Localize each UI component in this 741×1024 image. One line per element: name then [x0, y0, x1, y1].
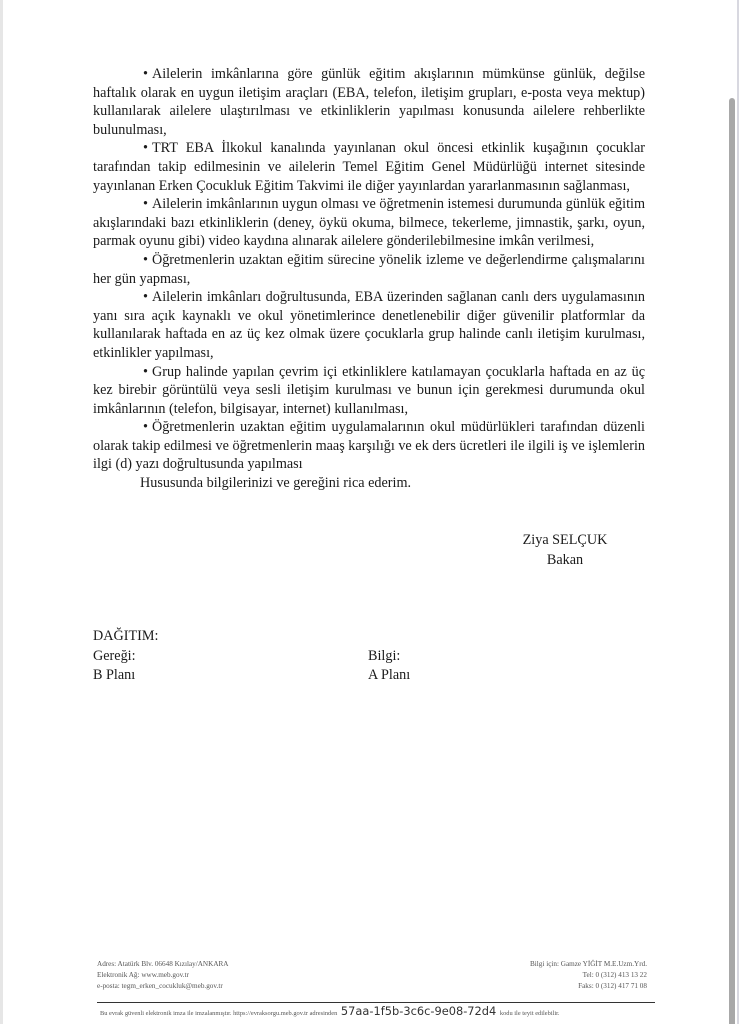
- footer-fax: Faks: 0 (312) 417 71 08: [578, 981, 647, 990]
- distribution-action-label: Gereği:: [93, 647, 136, 664]
- verification-code: 57aa-1f5b-3c6c-9e08-72d4: [340, 1004, 497, 1018]
- bullet-icon: •: [143, 363, 148, 380]
- bullet-paragraph-4: • Öğretmenlerin uzaktan eğitim sürecine yönelik izleme ve değerlendirme çalışmalarını her gün yapması,: [93, 251, 645, 287]
- bullet-icon: •: [143, 251, 148, 268]
- distribution-info-label: Bilgi:: [368, 647, 401, 664]
- footer-phone: Tel: 0 (312) 413 13 22: [582, 970, 647, 979]
- bullet-paragraph-5: • Ailelerin imkânları doğrultusunda, EBA üzerinden sağlanan canlı ders uygulamasının yanı sıra açık kaynaklı ve okul yönetimlerince denetlenebilir diğer güvenilir platformlar da kullanılarak haftada en az üç kez olmak üzere çocuklarla grup halinde canlı iletişim kurulması, etkinlikler yapılması,: [93, 289, 645, 361]
- bullet-paragraph-7: • Öğretmenlerin uzaktan eğitim uygulamalarının okul müdürlükleri tarafından düzenli olarak takip edilmesi ve öğretmenlerin maaş karşılığı ve ek ders ücretleri ile ilgili iş ve işlemlerin ilgi (d) yazı doğrultusunda yapılması: [93, 419, 645, 473]
- signatory-title: Bakan: [546, 552, 584, 568]
- footer-contact-block: [427, 959, 647, 991]
- bullet-icon: •: [143, 289, 148, 306]
- signature-block: [510, 530, 620, 570]
- bullet-paragraph-3: • Ailelerin imkânlarının uygun olması ve öğretmenin istemesi durumunda günlük eğitim akışlarındaki bazı etkinliklerin (deney, öykü okuma, bilmece, tekerleme, jimnastik, şarkı, oyun, parmak oyunu gibi) video kaydına alınarak ailelere gönderilebilmesine imkân verilmesi,: [93, 196, 645, 250]
- distribution-block: [93, 627, 411, 686]
- verification-suffix: kodu ile teyit edilebilir.: [499, 1010, 560, 1017]
- signatory-name: Ziya SELÇUK: [522, 532, 608, 548]
- distribution-heading: DAĞITIM:: [93, 628, 159, 644]
- bullet-icon: •: [143, 196, 148, 213]
- bullet-paragraph-2: • TRT EBA İlkokul kanalında yayınlanan okul öncesi etkinlik kuşağının çocuklar tarafından takip edilmesinin ve ailelerin Temel Eğitim Genel Müdürlüğü internet sitesinde yayınlanan Erken Çocukluk Eğitim Takvimi ile diğer yayınlardan yararlanmasının sağlanması,: [93, 140, 645, 194]
- verification-prefix: Bu evrak güvenli elektronik imza ile imzalanmıştır. https://evraksorgu.meb.gov.tr adresinden: [100, 1010, 338, 1017]
- footer-email: e-posta: tegm_erken_cocukluk@meb.gov.tr: [97, 981, 223, 990]
- distribution-info-column: [368, 647, 488, 686]
- bullet-icon: •: [143, 66, 148, 82]
- bullet-paragraph-6: • Grup halinde yapılan çevrim içi etkinliklere katılamayan çocuklarla haftada en az üç kez birebir görüntülü veya sesli iletişim kurulması ve bunun için gerekmesi durumunda okul imkânlarının (telefon, bilgisayar, internet) kullanılması,: [93, 363, 645, 417]
- page-edge-shadow: [0, 0, 3, 1024]
- verification-line: [100, 1004, 660, 1021]
- scrollbar-thumb[interactable]: [729, 98, 735, 1024]
- footer-contact: Bilgi için: Gamze YİĞİT M.E.Uzm.Yrd.: [530, 960, 647, 968]
- document-body: [93, 65, 645, 493]
- bullet-icon: •: [143, 419, 148, 436]
- distribution-action-value: B Planı: [93, 667, 136, 683]
- footer-divider: [97, 1002, 655, 1003]
- distribution-info-value: A Planı: [368, 667, 411, 683]
- bullet-icon: •: [143, 140, 148, 157]
- closing-sentence: Hususunda bilgilerinizi ve gereğini rica ederim.: [140, 475, 412, 492]
- footer-address-block: [97, 959, 397, 991]
- footer-web: Elektronik Ağ: www.meb.gov.tr: [97, 970, 189, 979]
- bullet-paragraph-1: • Ailelerin imkânlarına göre günlük eğitim akışlarının mümkünse günlük, değilse haftalık olarak en uygun iletişim araçları (EBA, telefon, iletişim grupları, e-posta veya mektup) kullanılarak ailelere ulaştırılması ve etkinliklerin yapılması konusunda ailelere rehberlikte bulunulması,: [93, 66, 645, 138]
- scrollbar-track[interactable]: [737, 0, 739, 1024]
- footer-address: Adres: Atatürk Blv. 06648 Kızılay/ANKARA: [97, 960, 229, 968]
